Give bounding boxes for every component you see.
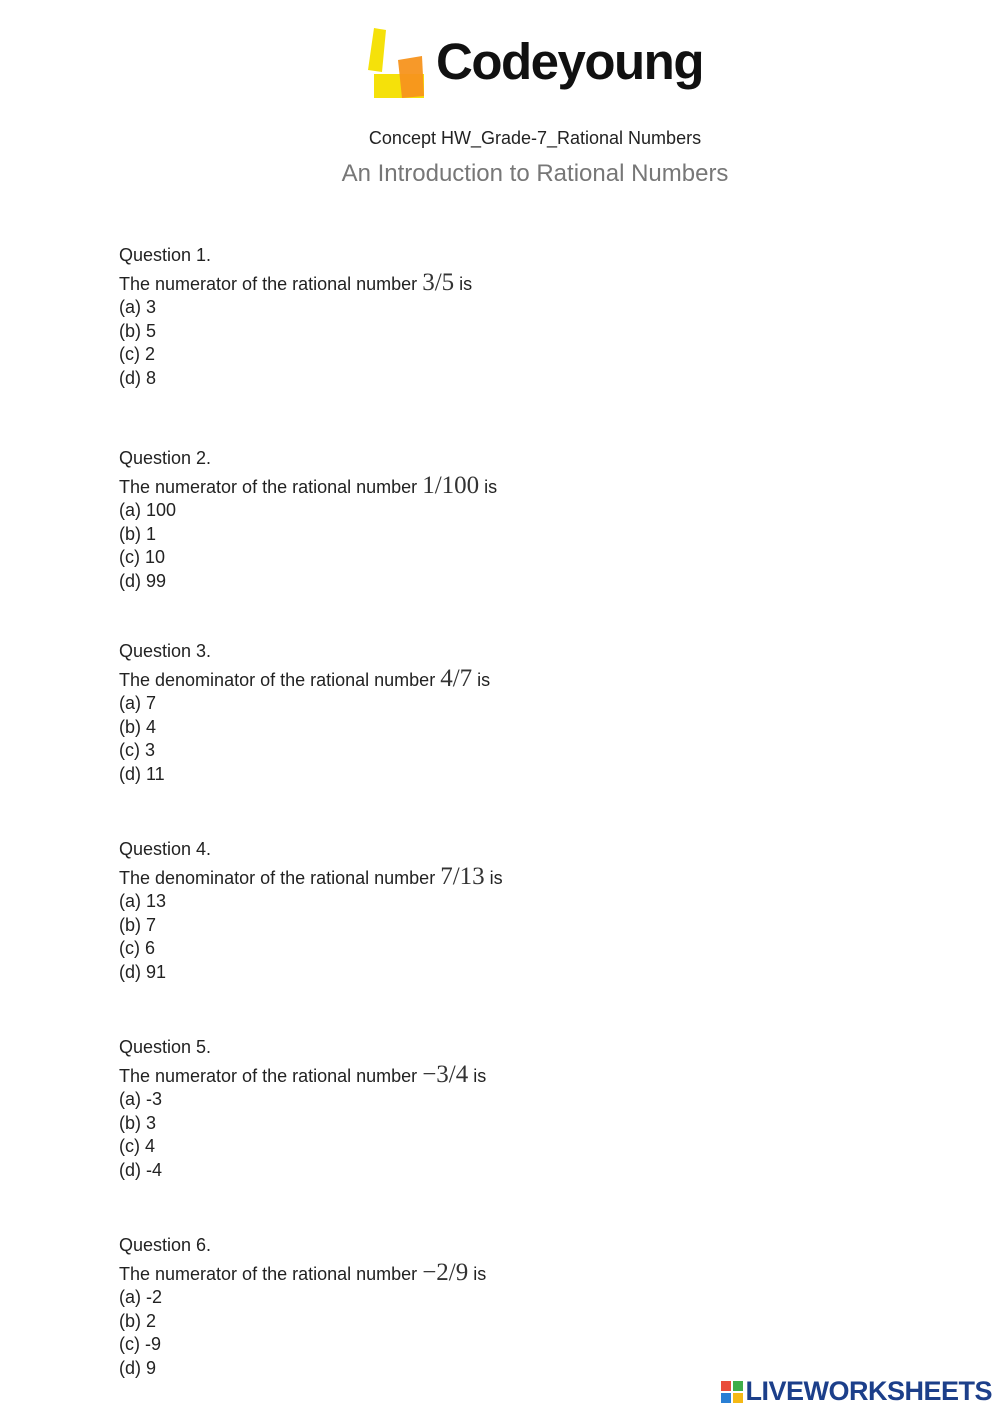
question-prompt xyxy=(119,471,498,500)
prompt-suffix: is xyxy=(473,1263,487,1284)
answer-option[interactable]: (c) -9 xyxy=(119,1334,161,1354)
question-block xyxy=(119,1234,486,1380)
question-block xyxy=(119,838,503,984)
prompt-text: The numerator of the rational number xyxy=(119,476,418,497)
answer-option[interactable]: (d) 91 xyxy=(119,961,167,982)
answer-option[interactable]: (b) 5 xyxy=(119,320,157,341)
question-prompt xyxy=(119,664,491,693)
answer-option[interactable]: (c) 4 xyxy=(119,1136,155,1156)
answer-option[interactable]: (b) 7 xyxy=(119,914,157,935)
question-block xyxy=(119,640,490,786)
rational-number: −3/4 xyxy=(422,1060,469,1088)
prompt-text: The numerator of the rational number xyxy=(119,1065,418,1086)
answer-option[interactable]: (a) 13 xyxy=(119,891,167,911)
answer-option[interactable]: (b) 3 xyxy=(119,1112,157,1133)
question-heading: Question 3. xyxy=(119,641,212,661)
answer-option[interactable]: (b) 1 xyxy=(119,523,157,544)
question-block xyxy=(119,244,472,390)
question-block xyxy=(119,1036,486,1182)
answer-option[interactable]: (c) 6 xyxy=(119,938,155,958)
question-prompt xyxy=(119,862,503,891)
answer-option[interactable]: (a) 100 xyxy=(119,500,177,520)
prompt-suffix: is xyxy=(489,867,503,888)
answer-option[interactable]: (a) -3 xyxy=(119,1089,163,1109)
prompt-text: The numerator of the rational number xyxy=(119,273,418,294)
answer-option[interactable]: (d) -4 xyxy=(119,1159,163,1180)
question-prompt xyxy=(119,1060,487,1089)
answer-option[interactable]: (a) 7 xyxy=(119,693,157,713)
liveworksheets-icon xyxy=(721,1381,743,1403)
prompt-suffix: is xyxy=(473,1065,487,1086)
prompt-suffix: is xyxy=(484,476,498,497)
rational-number: 7/13 xyxy=(440,862,485,890)
answer-option[interactable]: (d) 99 xyxy=(119,570,167,591)
prompt-text: The denominator of the rational number xyxy=(119,669,436,690)
document-subtitle: An Introduction to Rational Numbers xyxy=(341,160,729,187)
question-prompt xyxy=(119,1258,487,1287)
answer-option[interactable]: (b) 2 xyxy=(119,1310,157,1331)
question-heading: Question 1. xyxy=(119,245,212,265)
answer-option[interactable]: (c) 3 xyxy=(119,740,155,760)
answer-option[interactable]: (d) 9 xyxy=(119,1357,157,1378)
liveworksheets-logo[interactable] xyxy=(721,1376,992,1407)
question-heading: Question 5. xyxy=(119,1037,212,1057)
answer-option[interactable]: (c) 10 xyxy=(119,547,166,567)
codeyoung-mark-icon xyxy=(366,26,426,102)
answer-option[interactable]: (d) 11 xyxy=(119,763,165,784)
prompt-suffix: is xyxy=(477,669,491,690)
rational-number: 1/100 xyxy=(422,471,480,499)
question-block xyxy=(119,447,497,593)
rational-number: −2/9 xyxy=(422,1258,469,1286)
question-prompt xyxy=(119,268,473,297)
question-heading: Question 2. xyxy=(119,448,212,468)
prompt-suffix: is xyxy=(459,273,473,294)
brand-name: Codeyoung xyxy=(436,32,703,90)
answer-option[interactable]: (a) 3 xyxy=(119,297,157,317)
question-heading: Question 6. xyxy=(119,1235,212,1255)
rational-number: 3/5 xyxy=(422,268,455,296)
document-title: Concept HW_Grade-7_Rational Numbers xyxy=(368,128,702,148)
prompt-text: The denominator of the rational number xyxy=(119,867,436,888)
liveworksheets-wordmark: LIVEWORKSHEETS xyxy=(745,1376,992,1406)
codeyoung-logo xyxy=(366,22,703,106)
answer-option[interactable]: (a) -2 xyxy=(119,1287,163,1307)
answer-option[interactable]: (b) 4 xyxy=(119,716,157,737)
answer-option[interactable]: (d) 8 xyxy=(119,367,157,388)
rational-number: 4/7 xyxy=(440,664,473,692)
question-heading: Question 4. xyxy=(119,839,212,859)
answer-option[interactable]: (c) 2 xyxy=(119,344,155,364)
prompt-text: The numerator of the rational number xyxy=(119,1263,418,1284)
